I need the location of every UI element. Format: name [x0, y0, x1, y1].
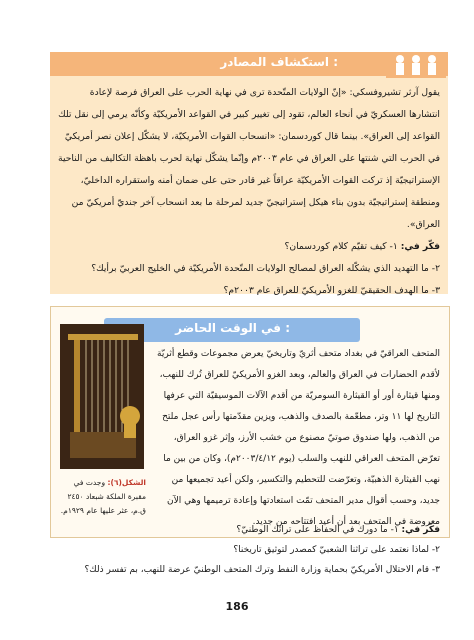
questions-block — [40, 520, 440, 580]
sources-body — [58, 82, 440, 302]
sources-header — [50, 52, 448, 76]
questions-question-3: ٣- قام الاحتلال الأمريكيّ بحماية وزارة النفط وترك المتحف الوطنيّ عرضة للنهب، بم تفسر ذلك؟ — [84, 565, 440, 575]
questions-question-1: ١- ما دورك في الحفاظ على تراثك الوطنيّ؟ — [236, 525, 399, 535]
questions-question-2: ٢- لماذا نعتمد على تراثنا الشعبيّ كمصدر لتوثيق تاريخنا؟ — [233, 545, 440, 555]
page-number: 186 — [225, 600, 249, 613]
sumerian-harp-image — [60, 324, 144, 469]
sources-box — [50, 52, 448, 294]
sources-think-label: فكّر في: — [400, 241, 440, 252]
sources-title: استكشاف المصادر : — [220, 55, 338, 69]
sources-people-icon — [386, 52, 446, 78]
sources-question-2: ٢- ما التهديد الذي يشكّله العراق لمصالح الولايات المتّحدة الأمريكيّة في الخليج العربيّ برأيك؟ — [91, 263, 440, 274]
present-title: في الوقت الحاضر : — [175, 321, 290, 335]
sources-paragraph: يقول آرثر تشيروفسكي: «إنّ الولايات المتّحدة ترى في نهاية الحرب على العراق فرصة لإعادة انتشارها العسكريّ في أنحاء العالم، تقود إلى تغيير كبير في القواعد الأمريكيّة وكأنّه يرمي إلى نقل تلك القواعد إلى العراق». بينما قال كوردسمان: «انسحاب القوات الأمريكيّة، لا يشكّل إعلان نصر أمريكيّ في الحرب التي شنتها على العراق في عام ٢٠٠٣م وإنّما يشكّل نهاية لحرب باهظة التكاليف من الناحية الإستراتيجيّة إذ تركت القوات الأمريكيّة عراقاً غير قادر حتى على ضمان أمنه واستقراره الداخليّ، ومنطقة إستراتيجيّة بدون بناء هيكل إستراتيجيّ جديد لمرحلة ما بعد انسحاب آخر جنديّ أمريكيّ من العراق». — [58, 87, 440, 230]
questions-think-label: فكّر في: — [401, 525, 440, 535]
figure-caption — [54, 476, 146, 518]
sources-question-1: ١- كيف تقيّم كلام كوردسمان؟ — [284, 241, 398, 252]
caption-text: وجدت في مقبرة الملكة شبعاد ٢٤٥٠ ق.م، عثر عليها عام ١٩٢٩م. — [60, 478, 146, 515]
caption-label: الشكل(٦): — [107, 478, 146, 487]
present-paragraph: المتحف العراقيّ في بغداد متحف أثريّ وتاريخيّ يعرض مجموعات وقطع أثريّة لأقدم الحضارات في العراق والعالم، وبعد الغزو الأمريكيّ للعراق تُرك للنهب، ومنها قيثارة أور أو القيثارة السومريّة من أقدم الآلات الموسيقيّة التي عرفها التاريخ لها ١١ وتر، مطعّمة بالصدف والذهب، ويزين مقدّمتها رأس عجل ملتح من الذهب، ولها صندوق صوتيّ مصنوع من خشب الأرز، وإثر غزو العراق، تعرّض المتحف العراقي للنهب والسلب (يوم ٢٠٠٣/٤/١٢م)، وكان من بين ما نهب القيثارة الذهبيّة، وتعرّضت للتحطيم والتكسير، ولكن أعيد تجميعها من جديد، وحسب أقوال مدير المتحف تمّت استعادتها وإعادة ترميمها وهي الآن معروضة في المتحف بعد أن أعيد افتتاحه من جديد. — [157, 349, 440, 527]
sources-question-3: ٣- ما الهدف الحقيقيّ للغزو الأمريكيّ للعراق عام ٢٠٠٣م؟ — [223, 285, 440, 296]
